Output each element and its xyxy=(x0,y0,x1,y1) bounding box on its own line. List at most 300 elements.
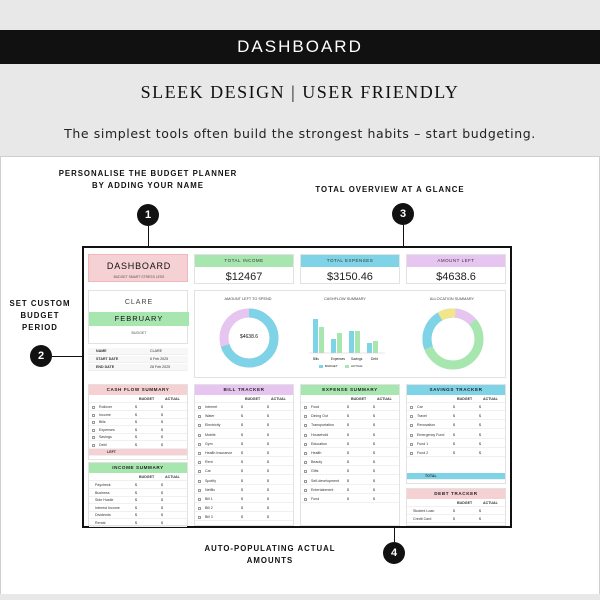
budget-cell[interactable]: $ xyxy=(135,520,137,525)
tagline: The simplest tools often build the strongest habits – start budgeting. xyxy=(64,126,536,141)
cash-flow-title: CASH FLOW SUMMARY xyxy=(89,385,187,395)
cashflow-bar-chart xyxy=(307,305,387,357)
allocation-chart-title: ALLOCATION SUMMARY xyxy=(429,297,475,301)
budget-cell[interactable]: $ xyxy=(453,414,455,419)
callout-badge-4: 4 xyxy=(383,542,405,564)
card-label: TOTAL EXPENSES xyxy=(301,255,399,267)
row-label: Debt xyxy=(99,442,107,447)
budget-cell[interactable]: $ xyxy=(241,506,243,511)
checkbox[interactable] xyxy=(304,480,307,483)
row-label: Fund 1 xyxy=(417,441,429,446)
checkbox[interactable] xyxy=(304,406,307,409)
table-row xyxy=(195,450,293,457)
income-title: INCOME SUMMARY xyxy=(89,463,187,473)
savings-tracker xyxy=(406,384,506,484)
row-label: Savings xyxy=(99,435,112,439)
checkbox[interactable] xyxy=(304,424,307,427)
actual-cell[interactable]: $ xyxy=(267,515,269,520)
budget-cell[interactable]: $ xyxy=(135,513,137,517)
table-row xyxy=(301,441,399,448)
cashflow-bar xyxy=(367,343,372,353)
budget-cell[interactable]: $ xyxy=(241,487,243,492)
callout-4-line2: AMOUNTS xyxy=(246,556,294,565)
actual-cell[interactable]: $ xyxy=(373,478,375,483)
checkbox[interactable] xyxy=(198,415,201,418)
actual-cell[interactable]: $ xyxy=(161,420,163,424)
table-row xyxy=(89,482,187,489)
field-value[interactable]: 6 Feb 2025 xyxy=(150,357,169,361)
actual-cell[interactable]: $ xyxy=(267,487,269,492)
actual-cell[interactable]: $ xyxy=(267,469,269,474)
checkbox[interactable] xyxy=(304,489,307,492)
actual-cell[interactable]: $ xyxy=(267,414,269,419)
cashflow-bar xyxy=(319,327,324,353)
table-row xyxy=(89,419,187,426)
legend-swatch-budget xyxy=(319,365,323,368)
actual-cell[interactable]: $ xyxy=(267,441,269,446)
table-row xyxy=(195,432,293,439)
checkbox[interactable] xyxy=(304,415,307,418)
actual-cell[interactable]: $ xyxy=(267,432,269,437)
row-label: Business xyxy=(95,490,110,495)
checkbox[interactable] xyxy=(304,461,307,464)
table-row xyxy=(89,442,187,449)
budget-cell[interactable]: $ xyxy=(453,405,455,409)
dashboard-motto: BUDGET SMART STRESS LESS xyxy=(113,275,165,279)
card-label: AMOUNT LEFT xyxy=(407,255,505,267)
budget-cell[interactable]: $ xyxy=(135,498,137,502)
row-label: Fund 2 xyxy=(417,451,429,455)
total-income-card xyxy=(194,254,294,284)
table-row xyxy=(195,459,293,466)
col-budget: BUDGET xyxy=(457,397,473,401)
budget-cell[interactable]: $ xyxy=(241,432,243,437)
budget-cell[interactable]: $ xyxy=(453,423,455,428)
row-label: Income xyxy=(99,412,111,417)
row-label: Bill 1 xyxy=(205,497,213,501)
checkbox[interactable] xyxy=(92,414,95,417)
table-row xyxy=(407,422,505,429)
cashflow-legend xyxy=(319,364,379,370)
row-label: Mobile xyxy=(205,432,216,437)
callout-3-text: TOTAL OVERVIEW AT A GLANCE xyxy=(315,185,465,194)
actual-cell[interactable]: $ xyxy=(161,435,163,439)
income-summary xyxy=(88,462,188,526)
field-label: START DATE xyxy=(96,357,119,361)
row-label: Gym xyxy=(205,441,213,446)
actual-cell[interactable]: $ xyxy=(267,451,269,455)
total-expenses-card xyxy=(300,254,400,284)
actual-cell[interactable]: $ xyxy=(479,441,481,446)
callout-1-line2: BY ADDING YOUR NAME xyxy=(92,181,204,190)
actual-cell[interactable]: $ xyxy=(479,517,481,521)
bottom-band xyxy=(0,594,600,600)
callout-badge-2: 2 xyxy=(30,345,52,367)
actual-cell[interactable]: $ xyxy=(373,497,375,501)
table-row xyxy=(301,404,399,411)
checkbox[interactable] xyxy=(410,415,413,418)
col-actual: ACTUAL xyxy=(165,397,180,401)
checkbox[interactable] xyxy=(304,434,307,437)
table-row xyxy=(195,413,293,420)
budget-cell[interactable]: $ xyxy=(347,432,349,437)
checkbox[interactable] xyxy=(198,461,201,464)
field-label: NAME xyxy=(96,349,107,353)
dashboard-title: DASHBOARD xyxy=(106,261,172,271)
table-row xyxy=(195,404,293,411)
planner-name-card xyxy=(88,290,188,344)
bill-title: BILL TRACKER xyxy=(195,385,293,395)
table-row xyxy=(195,496,293,503)
budget-cell[interactable]: $ xyxy=(241,478,243,483)
callout-4-line1: AUTO-POPULATING ACTUAL xyxy=(204,544,336,553)
cashflow-categories xyxy=(309,357,389,363)
budget-cell[interactable]: $ xyxy=(241,497,243,501)
table-row xyxy=(89,512,187,519)
row-label: Fund xyxy=(311,497,320,501)
budget-cell[interactable]: $ xyxy=(241,469,243,474)
budget-cell[interactable]: $ xyxy=(453,451,455,455)
table-row xyxy=(407,432,505,439)
callout-badge-3: 3 xyxy=(392,203,414,225)
table-row xyxy=(407,404,505,411)
callout-2-line3: PERIOD xyxy=(22,323,58,332)
row-label: Electricity xyxy=(205,423,221,428)
cashflow-category: Bills xyxy=(313,357,319,361)
cashflow-bar xyxy=(355,331,360,353)
cashflow-chart-title: CASHFLOW SUMMARY xyxy=(324,297,366,301)
checkbox[interactable] xyxy=(198,489,201,492)
budget-cell[interactable]: $ xyxy=(135,490,137,495)
card-label: TOTAL INCOME xyxy=(195,255,293,267)
expense-cols xyxy=(301,396,399,403)
col-budget: BUDGET xyxy=(139,397,155,401)
checkbox[interactable] xyxy=(304,498,307,501)
budget-cell[interactable]: $ xyxy=(135,442,137,447)
budget-cell[interactable]: $ xyxy=(347,469,349,474)
row-label: Student Loan xyxy=(413,509,435,513)
table-row xyxy=(89,505,187,512)
row-label: Rollover xyxy=(99,405,113,409)
checkbox[interactable] xyxy=(92,421,95,424)
actual-cell[interactable]: $ xyxy=(479,451,481,455)
bill-tracker xyxy=(194,384,294,526)
row-label: Credit Card xyxy=(413,517,432,521)
checkbox[interactable] xyxy=(92,436,95,439)
cashflow-category: Debt xyxy=(371,357,378,361)
callout-badge-1: 1 xyxy=(137,204,159,226)
row-label: Expenses xyxy=(99,427,115,432)
checkbox[interactable] xyxy=(198,507,201,510)
row-label: Spotify xyxy=(205,478,216,483)
checkbox[interactable] xyxy=(198,498,201,501)
actual-cell[interactable]: $ xyxy=(161,483,163,487)
row-label: Self-development xyxy=(311,478,339,483)
legend-actual: ACTUAL xyxy=(351,364,363,368)
budget-cell[interactable]: $ xyxy=(241,405,243,409)
allocation-donut xyxy=(413,303,493,373)
actual-cell[interactable]: $ xyxy=(373,405,375,409)
card-value: $12467 xyxy=(225,271,263,283)
budget-cell[interactable]: $ xyxy=(347,441,349,446)
checkbox[interactable] xyxy=(198,406,201,409)
table-row xyxy=(89,434,187,441)
field-row xyxy=(88,348,188,355)
actual-cell[interactable]: $ xyxy=(479,432,481,437)
actual-cell[interactable]: $ xyxy=(161,513,163,517)
checkbox[interactable] xyxy=(304,470,307,473)
actual-cell[interactable]: $ xyxy=(267,423,269,428)
field-value[interactable]: CLARE xyxy=(150,349,162,353)
dashboard-title-card xyxy=(88,254,188,282)
amount-left-card xyxy=(406,254,506,284)
col-actual: ACTUAL xyxy=(377,397,392,401)
callout-2-line2: BUDGET xyxy=(20,311,60,320)
actual-cell[interactable]: $ xyxy=(373,460,375,465)
row-label: Bills xyxy=(99,420,106,424)
checkbox[interactable] xyxy=(198,516,201,519)
actual-cell[interactable]: $ xyxy=(161,498,163,502)
actual-cell[interactable]: $ xyxy=(161,412,163,417)
savings-total-row xyxy=(407,473,505,480)
table-row xyxy=(195,422,293,429)
row-label: Health xyxy=(311,451,322,455)
dashboard-preview xyxy=(82,246,512,528)
budget-cell[interactable]: $ xyxy=(241,451,243,455)
budget-cell[interactable]: $ xyxy=(241,441,243,446)
row-label: Side Hustle xyxy=(95,498,114,502)
budget-cell[interactable]: $ xyxy=(135,435,137,439)
actual-cell[interactable]: $ xyxy=(479,405,481,409)
checkbox[interactable] xyxy=(410,443,413,446)
card-value: $4638.6 xyxy=(436,271,476,283)
checkbox[interactable] xyxy=(92,429,95,432)
actual-cell[interactable]: $ xyxy=(373,423,375,428)
debt-cols xyxy=(407,500,505,507)
checkbox[interactable] xyxy=(198,443,201,446)
budget-cell[interactable]: $ xyxy=(241,423,243,428)
callout-2-text xyxy=(2,298,78,334)
budget-cell[interactable]: $ xyxy=(135,420,137,424)
row-label: Education xyxy=(311,441,327,446)
checkbox[interactable] xyxy=(410,434,413,437)
row-label: Household xyxy=(311,432,329,437)
budget-cell[interactable]: $ xyxy=(347,497,349,501)
budget-cell[interactable]: $ xyxy=(347,478,349,483)
bill-cols xyxy=(195,396,293,403)
budget-cell[interactable]: $ xyxy=(135,427,137,432)
actual-cell[interactable]: $ xyxy=(161,405,163,409)
actual-cell[interactable]: $ xyxy=(161,490,163,495)
budget-cell[interactable]: $ xyxy=(347,460,349,465)
budget-cell[interactable]: $ xyxy=(135,505,137,510)
actual-cell[interactable]: $ xyxy=(267,506,269,511)
row-label: Renovation xyxy=(417,423,436,428)
table-row xyxy=(301,459,399,466)
actual-cell[interactable]: $ xyxy=(267,497,269,501)
checkbox[interactable] xyxy=(198,470,201,473)
budget-label: BUDGET xyxy=(131,331,147,335)
page-subtitle: SLEEK DESIGN | USER FRIENDLY xyxy=(140,82,460,102)
table-row xyxy=(195,514,293,521)
table-row xyxy=(89,497,187,504)
budget-cell[interactable]: $ xyxy=(347,451,349,455)
row-label: Dividends xyxy=(95,513,111,517)
table-row xyxy=(89,404,187,411)
cashflow-bar xyxy=(349,331,354,353)
cash-flow-summary xyxy=(88,384,188,460)
table-row xyxy=(301,450,399,457)
table-row xyxy=(301,487,399,494)
field-label: END DATE xyxy=(96,365,115,369)
table-row xyxy=(195,478,293,485)
field-row xyxy=(88,356,188,363)
row-label: Netflix xyxy=(205,487,215,492)
budget-cell[interactable]: $ xyxy=(241,460,243,465)
table-row xyxy=(195,468,293,475)
actual-cell[interactable]: $ xyxy=(267,478,269,483)
row-label: Paycheck xyxy=(95,483,111,487)
budget-cell[interactable]: $ xyxy=(453,432,455,437)
field-row xyxy=(88,364,188,371)
col-actual: ACTUAL xyxy=(483,501,498,505)
actual-cell[interactable]: $ xyxy=(373,441,375,446)
checkbox[interactable] xyxy=(198,424,201,427)
cashflow-bar xyxy=(331,339,336,353)
row-label: Bill 3 xyxy=(205,515,213,520)
table-row xyxy=(301,432,399,439)
row-label: Emergency Fund xyxy=(417,432,445,437)
col-actual: ACTUAL xyxy=(271,397,286,401)
callout-1-line1: PERSONALISE THE BUDGET PLANNER xyxy=(58,169,238,178)
checkbox[interactable] xyxy=(198,480,201,483)
card-value: $3150.46 xyxy=(327,271,373,283)
checkbox[interactable] xyxy=(304,452,307,455)
actual-cell[interactable]: $ xyxy=(267,460,269,465)
table-row xyxy=(195,441,293,448)
actual-cell[interactable]: $ xyxy=(373,487,375,492)
actual-cell[interactable]: $ xyxy=(161,520,163,525)
charts-panel xyxy=(194,290,506,378)
cashflow-bar xyxy=(373,341,378,353)
table-row xyxy=(89,490,187,497)
row-label: Water xyxy=(205,414,215,419)
row-label: Interest Income xyxy=(95,505,120,510)
actual-cell[interactable]: $ xyxy=(373,469,375,474)
checkbox[interactable] xyxy=(304,443,307,446)
actual-cell[interactable]: $ xyxy=(373,414,375,419)
savings-title: SAVINGS TRACKER xyxy=(407,385,505,395)
cashflow-category: Savings xyxy=(351,357,363,361)
col-budget: BUDGET xyxy=(139,475,155,479)
actual-cell[interactable]: $ xyxy=(479,423,481,428)
table-row xyxy=(89,520,187,527)
row-label: Rent xyxy=(205,460,213,465)
row-label: Transportation xyxy=(311,423,335,428)
checkbox[interactable] xyxy=(410,452,413,455)
callout-4-text xyxy=(190,543,350,567)
cash-flow-left-row xyxy=(89,449,187,456)
col-budget: BUDGET xyxy=(457,501,473,505)
row-label: Rental xyxy=(95,520,106,525)
field-value[interactable]: 28 Feb 2025 xyxy=(150,365,171,369)
budget-cell[interactable]: $ xyxy=(453,509,455,513)
planner-month[interactable]: FEBRUARY xyxy=(89,312,189,326)
col-budget: BUDGET xyxy=(245,397,261,401)
callout-1-text xyxy=(30,168,266,192)
actual-cell[interactable]: $ xyxy=(479,414,481,419)
row-label: Dining Out xyxy=(311,414,328,419)
row-label: Health Insurance xyxy=(205,451,233,455)
checkbox[interactable] xyxy=(92,444,95,447)
planner-name[interactable]: CLARE xyxy=(124,299,154,306)
actual-cell[interactable]: $ xyxy=(161,442,163,447)
callout-2-line1: SET CUSTOM xyxy=(9,299,71,308)
budget-cell[interactable]: $ xyxy=(241,414,243,419)
left-label: LEFT xyxy=(107,450,116,454)
expense-title: EXPENSE SUMMARY xyxy=(301,385,399,395)
cash-flow-cols xyxy=(89,396,187,403)
actual-cell[interactable]: $ xyxy=(479,509,481,513)
table-row xyxy=(407,413,505,420)
checkbox[interactable] xyxy=(92,406,95,409)
actual-cell[interactable]: $ xyxy=(373,451,375,455)
actual-cell[interactable]: $ xyxy=(161,427,163,432)
table-row xyxy=(301,468,399,475)
expense-summary xyxy=(300,384,400,526)
legend-budget: BUDGET xyxy=(325,364,338,368)
legend-swatch-actual xyxy=(345,365,349,368)
checkbox[interactable] xyxy=(410,406,413,409)
checkbox[interactable] xyxy=(198,434,201,437)
row-label: Entertainment xyxy=(311,487,334,492)
actual-cell[interactable]: $ xyxy=(267,405,269,409)
actual-cell[interactable]: $ xyxy=(373,432,375,437)
budget-cell[interactable]: $ xyxy=(135,412,137,417)
col-budget: BUDGET xyxy=(351,397,367,401)
table-row xyxy=(195,487,293,494)
budget-cell[interactable]: $ xyxy=(241,515,243,520)
cashflow-bar xyxy=(337,333,342,353)
budget-cell[interactable]: $ xyxy=(453,517,455,521)
budget-cell[interactable]: $ xyxy=(135,483,137,487)
page-title: DASHBOARD xyxy=(0,30,600,64)
budget-cell[interactable]: $ xyxy=(347,487,349,492)
table-row xyxy=(89,427,187,434)
checkbox[interactable] xyxy=(410,424,413,427)
budget-cell[interactable]: $ xyxy=(347,423,349,428)
row-label: Beauty xyxy=(311,460,323,465)
table-row xyxy=(407,450,505,457)
budget-cell[interactable]: $ xyxy=(135,405,137,409)
row-label: Car xyxy=(417,405,423,409)
row-label: Bill 2 xyxy=(205,506,213,511)
cashflow-bar xyxy=(313,319,318,353)
amount-left-chart-title: AMOUNT LEFT TO SPEND xyxy=(224,297,272,301)
debt-title: DEBT TRACKER xyxy=(407,489,505,499)
table-row xyxy=(407,516,505,523)
budget-cell[interactable]: $ xyxy=(347,405,349,409)
budget-cell[interactable]: $ xyxy=(453,441,455,446)
table-row xyxy=(301,422,399,429)
checkbox[interactable] xyxy=(198,452,201,455)
row-label: Gifts xyxy=(311,469,319,474)
table-row xyxy=(407,508,505,515)
table-row xyxy=(301,496,399,503)
budget-cell[interactable]: $ xyxy=(347,414,349,419)
table-row xyxy=(89,412,187,419)
actual-cell[interactable]: $ xyxy=(161,505,163,510)
